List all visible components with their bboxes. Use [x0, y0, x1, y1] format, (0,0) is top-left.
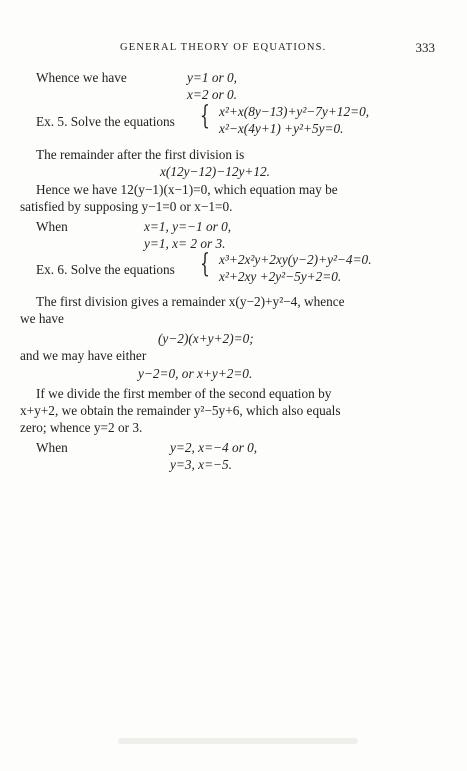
text-line: Whence we have [36, 70, 127, 85]
exercise-label: Ex. 5. Solve the equations [36, 114, 175, 129]
equation: x²+x(8y−13)+y²−7y+12=0, [219, 104, 370, 119]
equation: (y−2)(x+y+2)=0; [158, 331, 254, 346]
text-line: When [36, 219, 68, 234]
scan-smudge [118, 738, 358, 744]
equation: x(12y−12)−12y+12. [160, 164, 270, 179]
equation: x²+2xy +2y²−5y+2=0. [219, 269, 342, 284]
text-line: The first division gives a remainder x(y−2)+y²−4, whence [36, 294, 345, 309]
equation: y−2=0, or x+y+2=0. [138, 366, 253, 381]
equation: y=3, x=−5. [170, 457, 232, 472]
text-line: and we may have either [20, 348, 147, 363]
brace-glyph: { [200, 101, 210, 131]
running-head [0, 42, 467, 58]
equation: y=1 or 0, [187, 70, 237, 85]
page-number: 333 [415, 40, 435, 55]
text-line: we have [20, 311, 64, 326]
text-line: x+y+2, we obtain the remainder y²−5y+6, which also equals [20, 403, 341, 418]
text-line: When [36, 440, 68, 455]
equation: y=2, x=−4 or 0, [170, 440, 258, 455]
text-line: Hence we have 12(y−1)(x−1)=0, which equation may be [36, 182, 338, 197]
running-title: GENERAL THEORY OF EQUATIONS. [120, 42, 327, 53]
exercise-label: Ex. 6. Solve the equations [36, 262, 175, 277]
equation: x³+2x²y+2xy(y−2)+y²−4=0. [219, 252, 372, 267]
equation: x=1, y=−1 or 0, [144, 219, 232, 234]
brace-glyph: { [200, 249, 210, 279]
equation: y=1, x= 2 or 3. [144, 236, 226, 251]
equation: x²−x(4y+1) +y²+5y=0. [219, 121, 344, 136]
equation: x=2 or 0. [187, 87, 237, 102]
text-line: satisfied by supposing y−1=0 or x−1=0. [20, 199, 233, 214]
text-line: zero; whence y=2 or 3. [20, 420, 143, 435]
text-line: If we divide the first member of the second equation by [36, 386, 332, 401]
text-line: The remainder after the first division is [36, 147, 245, 162]
